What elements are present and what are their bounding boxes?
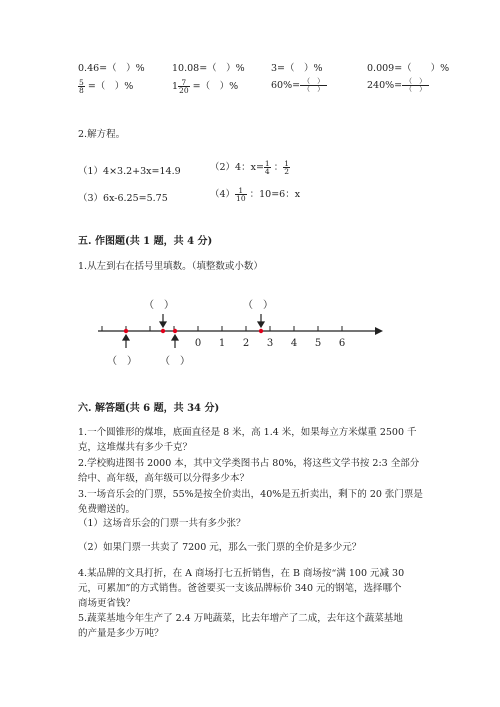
blank-q-4: 0.009=（ ）% [367,63,450,74]
section-6-title: 六. 解答题(共 6 题，共 34 分) [78,403,220,414]
problem-4-line-2: 元，可累加”的方式销售。爸爸要买一支该品牌标价 340 元的钢笔，选择哪个 [78,583,402,594]
problem-3-sub-2: （2）如果门票一共卖了 7200 元，那么一张门票的全价是多少元？ [78,542,362,553]
section-5-title: 五. 作图题(共 1 题，共 4 分) [78,236,213,247]
blank-q-8: 240%= （ ） （ ） [367,78,429,93]
answer-blank: （ ） [144,300,174,311]
number-line [95,296,385,366]
problem-1-line-2: 克，这堆煤共有多少千克？ [78,442,193,453]
blank-q-2: 10.08=（ ）% [172,63,245,74]
problem-3-line-1: 3.一场音乐会的门票，55%是按全价卖出，40%是五折卖出，剩下的 20 张门票是 [78,489,423,500]
blank-fraction: （ ） （ ） [402,78,429,93]
problem-5-line-2: 的产量是多少万吨？ [78,628,164,639]
equation-1: （1）4×3.2+3x=14.9 [78,166,181,177]
tick-label: 6 [338,338,346,349]
fraction: $\frac{1}{4}$ [264,158,270,176]
point-marker [161,329,165,333]
fraction: $\frac{5}{8}$ [79,77,84,95]
answer-blank: （ ） [160,356,190,366]
problem-1-line-1: 1.一个圆锥形的煤堆，底面直径是 8 米，高 1.4 米，如果每立方米煤重 2500 千 [78,427,417,438]
blank-q-3: 3=（ ）% [271,63,323,74]
point-marker [173,329,177,333]
fraction: $\frac{7}{20}$ [179,77,189,95]
tick-label: 5 [314,338,322,349]
tick-label: 3 [266,338,274,349]
problem-4-line-3: 商场更省钱？ [78,598,136,609]
tick-label: 2 [242,338,250,349]
blank-q-5: $\frac{5}{8}$ =（ ）% [79,77,134,95]
blank-fraction: （ ） （ ） [300,78,327,93]
equation-3: （3）6x-6.25=5.75 [78,193,168,204]
section-5-q1: 1.从左到右在括号里填数。（填整数或小数） [78,261,263,272]
tick-label: 0 [194,338,202,349]
equations-heading: 2.解方程。 [78,129,126,140]
fraction: $\frac{1}{10}$ [236,185,246,203]
problem-3-sub-1: （1）这场音乐会的门票一共有多少张？ [78,518,246,529]
point-marker [259,329,263,333]
tick-label: 1 [218,338,226,349]
fraction: $\frac{1}{2}$ [284,158,290,176]
blank-q-7: 60%= （ ） （ ） [271,78,327,93]
problem-5-line-1: 5.蔬菜基地今年生产了 2.4 万吨蔬菜，比去年增产了二成，去年这个蔬菜基地 [78,613,403,624]
tick-label: 4 [290,338,298,349]
problem-2-line-2: 给中、高年级，高年级可以分得多少本？ [78,473,250,484]
answer-blank: （ ） [243,300,273,311]
blank-q-6: 1 $\frac{7}{20}$ =（ ）% [172,77,239,95]
point-marker [124,329,128,333]
equation-4: （4） $\frac{1}{10}$ ：10=6：x [210,185,301,203]
problem-4-line-1: 4.某品牌的文具打折，在 A 商场打七五折销售，在 B 商场按“满 100 元减 30 [78,568,405,579]
answer-blank: （ ） [107,356,137,366]
problem-3-line-2: 免费赠送的。 [78,504,136,515]
blank-q-1: 0.46=（ ）% [78,63,145,74]
problem-2-line-1: 2.学校购进图书 2000 本，其中文学类图书占 80%，将这些文学书按 2:3 全部分 [78,458,420,469]
equation-2: （2）4：x= $\frac{1}{4}$ ： $\frac{1}{2}$ [210,158,290,176]
